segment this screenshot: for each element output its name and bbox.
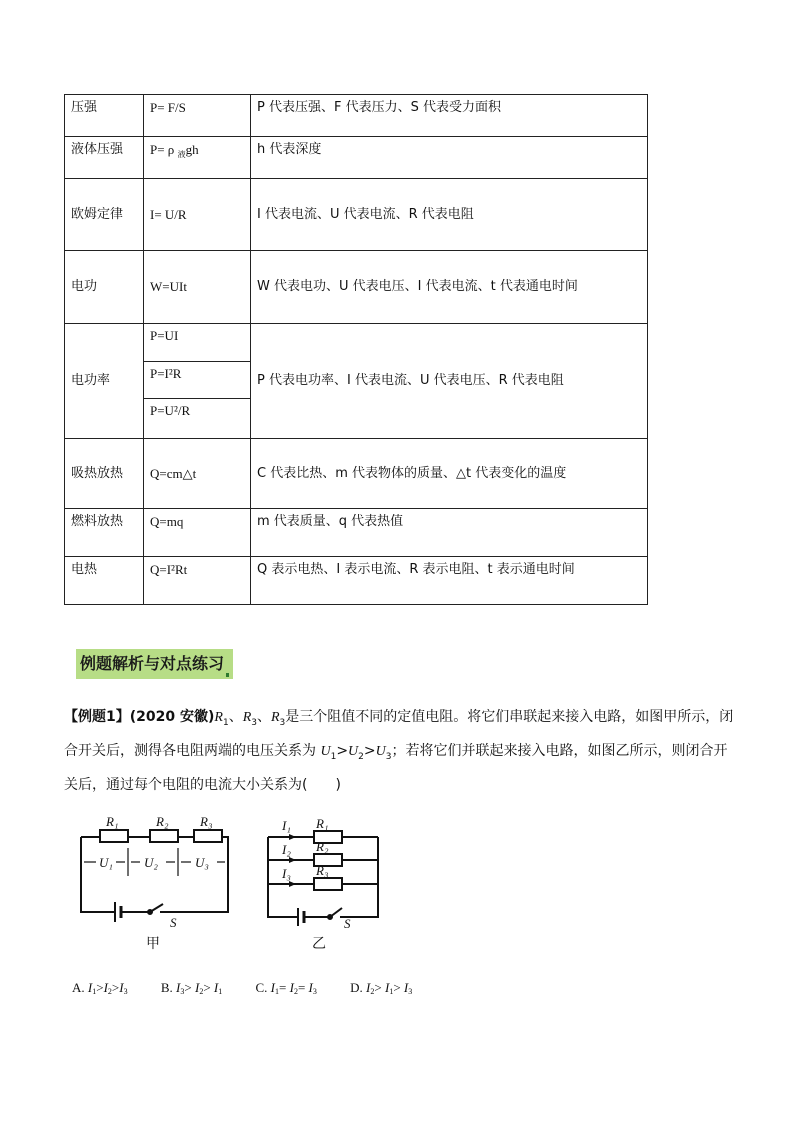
formula: Q=I²Rt [144, 557, 251, 605]
formula-part: P= ρ [150, 142, 175, 157]
description: I 代表电流、U 代表电流、R 代表电阻 [251, 179, 648, 251]
option-letter: D. [350, 980, 363, 995]
resistor-r2 [150, 830, 178, 842]
wire [160, 837, 228, 912]
problem-text-part: ；若将它们并联起来接入电路，如图乙所示，则闭合开 [391, 742, 728, 759]
formula-table [64, 94, 648, 605]
option-c[interactable]: C. I1= I2= I3 [255, 980, 317, 996]
table-row [65, 179, 648, 251]
option-letter: C. [255, 980, 268, 995]
label-switch: S [170, 915, 177, 930]
label-r2: R₂ [156, 814, 169, 829]
label-r1: R₁ [316, 816, 329, 831]
quantity-name: 电功 [65, 251, 144, 324]
problem-line: 【例题1】(2020 安徽)$R_1$、$R_3$、$R_3$是三个阻值不同的定值电阻。将它们串联起来接入电路，如图甲所示，闭 [64, 709, 734, 728]
problem-source: (2020 安徽) [129, 709, 215, 725]
quantity-name: 电功率 [65, 324, 144, 439]
title-marker [226, 673, 229, 677]
caption-jia: 甲 [146, 936, 160, 952]
table-row [65, 137, 648, 179]
description: P 代表电功率、I 代表电流、U 代表电压、R 代表电阻 [251, 324, 648, 439]
formula-subscript: 液 [177, 150, 186, 159]
option-b[interactable]: B. I3> I2> I1 [160, 980, 223, 996]
formula [144, 137, 251, 179]
label-i1: I₁ [282, 818, 291, 833]
label-r3: R₃ [200, 814, 213, 829]
label-u3: U₃ [195, 855, 209, 870]
resistor-r3 [194, 830, 222, 842]
switch-lever [150, 904, 163, 912]
switch-lever [330, 908, 342, 917]
resistor-r3 [314, 878, 342, 890]
wire [81, 837, 115, 912]
option-a[interactable]: A. I1>I2>I3 [72, 980, 128, 996]
quantity-name: 吸热放热 [65, 439, 144, 509]
problem-text-part: 是三个阻值不同的定值电阻。将它们串联起来接入电路，如图甲所示，闭 [285, 709, 734, 725]
description: h 代表深度 [251, 137, 648, 179]
option-d[interactable]: D. I2> I1> I3 [350, 980, 413, 996]
section-title-text: 例题解析与对点练习 [80, 654, 225, 673]
label-r3: R₃ [316, 863, 329, 878]
quantity-name: 欧姆定律 [65, 179, 144, 251]
description: Q 表示电热、I 表示电流、R 表示电阻、t 表示通电时间 [251, 557, 648, 605]
quantity-name: 压强 [65, 95, 144, 137]
description: P 代表压强、F 代表压力、S 代表受力面积 [251, 95, 648, 137]
current-arrow [289, 857, 296, 863]
formula: Q=cm△t [144, 439, 251, 509]
quantity-name: 液体压强 [65, 137, 144, 179]
answer-options [72, 980, 442, 996]
option-letter: A. [72, 980, 85, 995]
formula: W=UIt [144, 251, 251, 324]
quantity-name: 电热 [65, 557, 144, 605]
formula-part: gh [185, 142, 199, 157]
caption-yi: 乙 [312, 936, 326, 952]
current-arrow [289, 881, 296, 887]
label-switch: S [344, 916, 351, 931]
formula: P=U²/R [144, 398, 250, 435]
table-row [65, 251, 648, 324]
formula: Q=mq [144, 509, 251, 557]
wire [340, 837, 378, 917]
description: W 代表电功、U 代表电压、I 代表电流、t 代表通电时间 [251, 251, 648, 324]
problem-line: 合开关后，测得各电阻两端的电压关系为 $U_1>U_2>U_3$；若将它们并联起来接入电路，如图乙所示，则闭合开 [64, 742, 728, 762]
quantity-name: 燃料放热 [65, 509, 144, 557]
formula: P=I²R [144, 361, 250, 398]
description: C 代表比热、m 代表物体的质量、△t 代表变化的温度 [251, 439, 648, 509]
problem-line: 关后，通过每个电阻的电流大小关系为( ) [64, 776, 341, 793]
label-i2: I₂ [282, 842, 291, 857]
formula: P=UI [150, 328, 179, 343]
label-u2: U₂ [144, 855, 158, 870]
current-arrow [289, 834, 296, 840]
problem-text-part: 合开关后，测得各电阻两端的电压关系为 [64, 742, 316, 759]
table-row [65, 439, 648, 509]
table-row [65, 324, 648, 439]
circuit-figure [78, 812, 398, 962]
label-r2: R₂ [316, 839, 329, 854]
section-title [76, 649, 233, 679]
resistor-r1 [100, 830, 128, 842]
formula: I= U/R [144, 179, 251, 251]
label-i3: I₃ [282, 866, 291, 881]
description: m 代表质量、q 代表热值 [251, 509, 648, 557]
formula: P= F/S [144, 95, 251, 137]
formula-stack [144, 324, 251, 439]
problem-text [64, 703, 734, 799]
problem-label: 【例题1】 [64, 709, 130, 725]
label-r1: R₁ [106, 814, 119, 829]
table-row [65, 509, 648, 557]
table-row [65, 557, 648, 605]
table-row [65, 95, 648, 137]
option-letter: B. [160, 980, 173, 995]
label-u1: U₁ [99, 855, 113, 870]
